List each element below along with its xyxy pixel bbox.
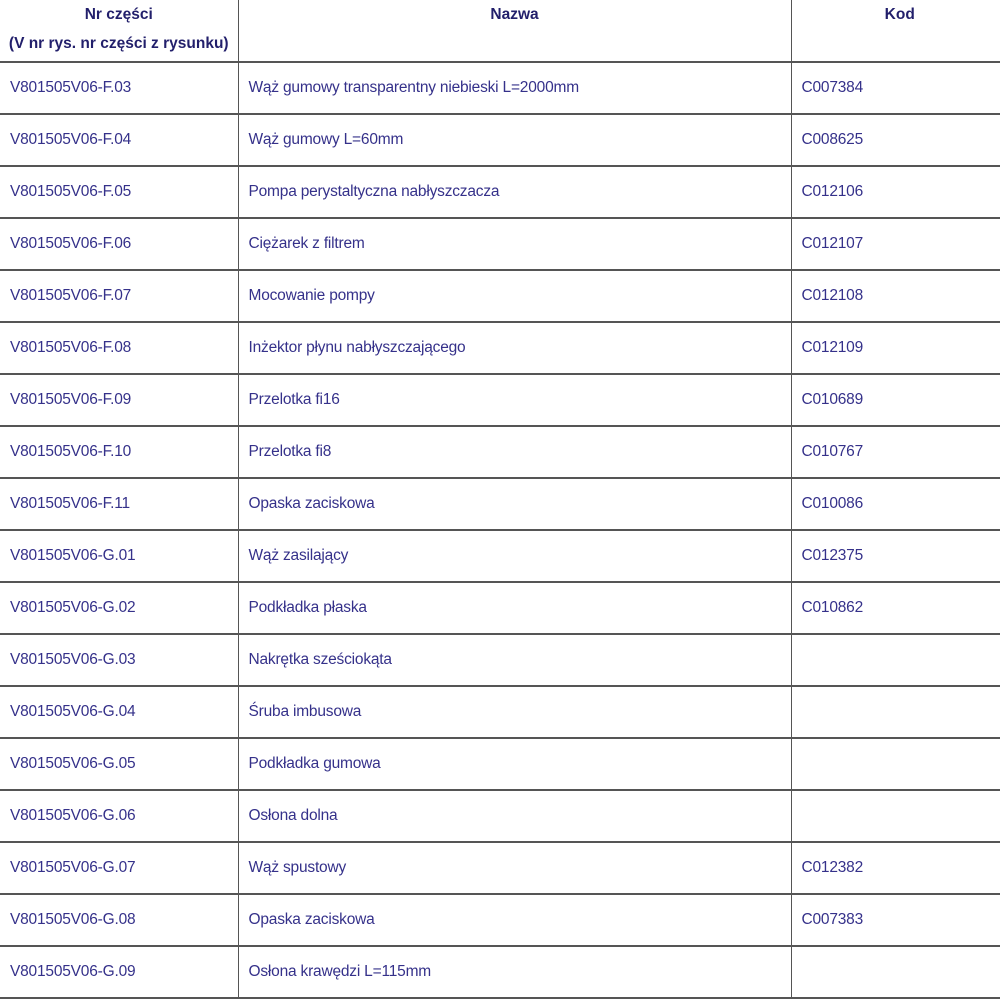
part-number-cell: V801505V06-G.09 xyxy=(0,946,238,998)
part-number-cell: V801505V06-G.07 xyxy=(0,842,238,894)
part-number-cell: V801505V06-G.08 xyxy=(0,894,238,946)
table-row xyxy=(0,374,1000,426)
part-name-cell: Osłona krawędzi L=115mm xyxy=(238,946,791,998)
table-row xyxy=(0,426,1000,478)
part-number-cell: V801505V06-F.05 xyxy=(0,166,238,218)
part-code-cell: C012106 xyxy=(791,166,1000,218)
table-row xyxy=(0,738,1000,790)
part-number-cell: V801505V06-F.06 xyxy=(0,218,238,270)
table-row xyxy=(0,166,1000,218)
part-name-cell: Wąż gumowy L=60mm xyxy=(238,114,791,166)
part-code-cell: C010086 xyxy=(791,478,1000,530)
part-code-cell xyxy=(791,790,1000,842)
part-number-cell: V801505V06-F.11 xyxy=(0,478,238,530)
part-name-cell: Pompa perystaltyczna nabłyszczacza xyxy=(238,166,791,218)
part-name-cell: Ciężarek z filtrem xyxy=(238,218,791,270)
part-code-cell: C012108 xyxy=(791,270,1000,322)
part-name-cell: Przelotka fi8 xyxy=(238,426,791,478)
part-name-cell: Wąż spustowy xyxy=(238,842,791,894)
part-number-cell: V801505V06-F.08 xyxy=(0,322,238,374)
table-row xyxy=(0,842,1000,894)
table-row xyxy=(0,946,1000,998)
part-number-cell: V801505V06-G.01 xyxy=(0,530,238,582)
table-body xyxy=(0,62,1000,998)
part-code-cell: C007383 xyxy=(791,894,1000,946)
part-code-cell: C012109 xyxy=(791,322,1000,374)
part-code-cell: C012107 xyxy=(791,218,1000,270)
part-number-cell: V801505V06-F.09 xyxy=(0,374,238,426)
part-name-cell: Śruba imbusowa xyxy=(238,686,791,738)
table-row xyxy=(0,62,1000,114)
part-name-cell: Nakrętka sześciokąta xyxy=(238,634,791,686)
table-row xyxy=(0,894,1000,946)
part-name-cell: Przelotka fi16 xyxy=(238,374,791,426)
part-code-cell: C012375 xyxy=(791,530,1000,582)
part-number-cell: V801505V06-G.06 xyxy=(0,790,238,842)
part-name-cell: Opaska zaciskowa xyxy=(238,478,791,530)
header-part-number xyxy=(0,0,238,62)
part-number-cell: V801505V06-G.03 xyxy=(0,634,238,686)
part-number-cell: V801505V06-F.10 xyxy=(0,426,238,478)
part-code-cell xyxy=(791,634,1000,686)
part-number-cell: V801505V06-G.04 xyxy=(0,686,238,738)
part-number-cell: V801505V06-F.03 xyxy=(0,62,238,114)
part-number-cell: V801505V06-G.02 xyxy=(0,582,238,634)
part-code-cell: C010689 xyxy=(791,374,1000,426)
part-name-cell: Inżektor płynu nabłyszczającego xyxy=(238,322,791,374)
part-name-cell: Opaska zaciskowa xyxy=(238,894,791,946)
part-code-cell: C010862 xyxy=(791,582,1000,634)
part-code-cell: C012382 xyxy=(791,842,1000,894)
header-row xyxy=(0,0,1000,62)
table-row xyxy=(0,686,1000,738)
part-name-cell: Wąż gumowy transparentny niebieski L=2000mm xyxy=(238,62,791,114)
table-row xyxy=(0,218,1000,270)
part-name-cell: Podkładka gumowa xyxy=(238,738,791,790)
header-name: Nazwa xyxy=(238,0,791,62)
table-row xyxy=(0,270,1000,322)
part-code-cell: C008625 xyxy=(791,114,1000,166)
part-code-cell xyxy=(791,738,1000,790)
part-name-cell: Podkładka płaska xyxy=(238,582,791,634)
part-code-cell: C007384 xyxy=(791,62,1000,114)
part-name-cell: Mocowanie pompy xyxy=(238,270,791,322)
part-name-cell: Osłona dolna xyxy=(238,790,791,842)
table-row xyxy=(0,530,1000,582)
table-row xyxy=(0,114,1000,166)
table-row xyxy=(0,478,1000,530)
header-part-number-title: Nr części xyxy=(84,6,153,23)
part-code-cell: C010767 xyxy=(791,426,1000,478)
part-number-cell: V801505V06-F.07 xyxy=(0,270,238,322)
header-code: Kod xyxy=(791,0,1000,62)
table-row xyxy=(0,322,1000,374)
part-name-cell: Wąż zasilający xyxy=(238,530,791,582)
header-part-number-subtitle: (V nr rys. nr części z rysunku) xyxy=(8,35,229,52)
part-number-cell: V801505V06-F.04 xyxy=(0,114,238,166)
table-row xyxy=(0,790,1000,842)
table-row xyxy=(0,634,1000,686)
part-code-cell xyxy=(791,686,1000,738)
table-row xyxy=(0,582,1000,634)
part-number-cell: V801505V06-G.05 xyxy=(0,738,238,790)
part-code-cell xyxy=(791,946,1000,998)
table-header xyxy=(0,0,1000,62)
